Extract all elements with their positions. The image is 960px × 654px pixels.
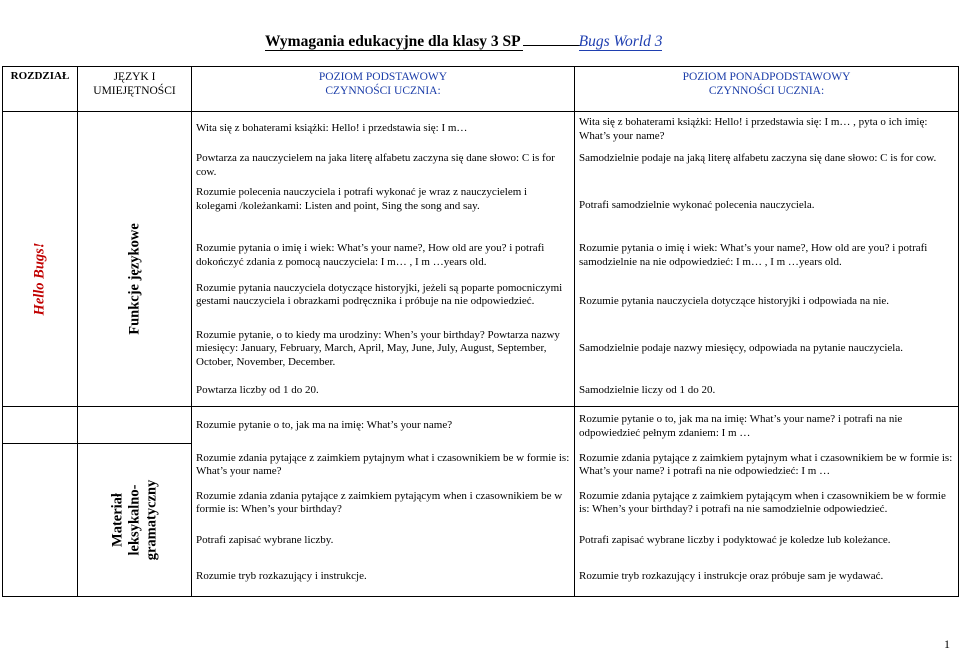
title-book: Bugs World 3: [578, 33, 663, 50]
header-podstawowy-2: CZYNNOŚCI UCZNIA:: [325, 85, 441, 97]
basic-cell-6: Powtarza liczby od 1 do 20.: [192, 374, 575, 406]
adv-cell-6: Samodzielnie liczy od 1 do 20.: [575, 374, 959, 406]
header-ponad-2: CZYNNOŚCI UCZNIA:: [708, 85, 825, 97]
adv-cell-11: Rozumie tryb rozkazujący i instrukcje oraz próbuje sam je wydawać.: [575, 556, 959, 597]
basic-cell-10: Potrafi zapisać wybrane liczby.: [192, 524, 575, 556]
table-row: [3, 224, 959, 276]
adv-cell-1: Samodzielnie podaje na jaką literę alfabetu zaczyna się dane słowo: C is for cow.: [575, 146, 959, 182]
adv-cell-8: Rozumie zdania pytające z zaimkiem pytajnym what i czasownikiem be w formie is: What’s your name? i potrafi na nie odpowiedzieć: I m …: [575, 444, 959, 486]
chapter-cell: [3, 112, 78, 147]
title-underline-gap: [523, 33, 581, 46]
basic-cell-4: Rozumie pytania nauczyciela dotyczące historyjki, jeżeli są poparte pomocniczymi gestami nauczyciela i obrazkami podręcznika i próbuje na nie odpowiedzieć.: [192, 276, 575, 328]
funkcje-label-cell: [78, 224, 192, 407]
header-jezyk: JĘZYK I UMIEJĘTNOŚCI: [78, 67, 192, 112]
material-cell-top: [78, 407, 192, 444]
header-podstawowy: [192, 67, 575, 112]
header-ponad-1: POZIOM PONADPODSTAWOWY: [682, 71, 851, 83]
adv-cell-3: Rozumie pytania o imię i wiek: What’s your name?, How old are you? i potrafi samodzielnie na nie odpowiedzieć: I m… , I m …years old.: [575, 224, 959, 276]
adv-cell-7: Rozumie pytanie o to, jak ma na imię: What’s your name? i potrafi na nie odpowiedzieć pełnym zdaniem: I m …: [575, 407, 959, 444]
title-main: Wymagania edukacyjne dla klasy 3 SP: [265, 33, 521, 50]
table-row: [3, 112, 959, 147]
chapter-cell-cont2: [3, 182, 78, 224]
header-podstawowy-1: POZIOM PODSTAWOWY: [318, 71, 448, 83]
adv-cell-10: Potrafi zapisać wybrane liczby i podyktować je koledze lub koleżance.: [575, 524, 959, 556]
table-row: [3, 444, 959, 486]
basic-cell-3: Rozumie pytania o imię i wiek: What’s your name?, How old are you? i potrafi dokończyć zdania z pomocą nauczyciela: I m… , I m …years old.: [192, 224, 575, 276]
material-label-cell: [78, 444, 192, 597]
adv-cell-2: Potrafi samodzielnie wykonać polecenia nauczyciela.: [575, 182, 959, 224]
basic-cell-2: Rozumie polecenia nauczyciela i potrafi wykonać je wraz z nauczycielem i kolegami /koleżankami: Listen and point, Sing the song and say.: [192, 182, 575, 224]
page-number: 1: [944, 637, 950, 651]
requirements-table: [2, 66, 959, 597]
chapter-cell-2: [3, 407, 78, 444]
chapter-cell-3: [3, 444, 78, 597]
table-row: [3, 146, 959, 182]
basic-cell-0: Wita się z bohaterami książki: Hello! i przedstawia się: I m…: [192, 112, 575, 147]
header-ponadpodstawowy: [575, 67, 959, 112]
chapter-label: Hello Bugs!: [31, 242, 48, 316]
basic-cell-1: Powtarza za nauczycielem na jaka literę alfabetu zaczyna się dane słowo: C is for cow.: [192, 146, 575, 182]
adv-cell-4: Rozumie pytania nauczyciela dotyczące historyjki i odpowiada na nie.: [575, 276, 959, 328]
header-row: [3, 67, 959, 112]
basic-cell-5: Rozumie pytanie, o to kiedy ma urodziny: When’s your birthday? Powtarza nazwy miesięcy: January, February, March, April, May, June, July, August, September, October, November, December.: [192, 328, 575, 375]
adv-cell-9: Rozumie zdania pytające z zaimkiem pytającym when i czasownikiem be w formie is: When’s your birthday? i potrafi na nie samodzielnie odpowiedzieć.: [575, 486, 959, 524]
chapter-cell-cont: [3, 146, 78, 182]
funkcje-cell: [78, 112, 192, 147]
table-row: [3, 407, 959, 444]
adv-cell-5: Samodzielnie podaje nazwy miesięcy, odpowiada na pytanie nauczyciela.: [575, 328, 959, 375]
funkcje-cell-cont2: [78, 182, 192, 224]
table-row: [3, 182, 959, 224]
material-label: Materiał leksykalno-gramatyczny: [109, 479, 159, 561]
header-rozdzial: ROZDZIAŁ: [3, 67, 78, 112]
basic-cell-7: Rozumie pytanie o to, jak ma na imię: What’s your name?: [192, 407, 575, 444]
funkcje-label: Funkcje językowe: [125, 222, 142, 335]
basic-cell-9: Rozumie zdania zdania pytające z zaimkiem pytającym when i czasownikiem be w formie is: When’s your birthday?: [192, 486, 575, 524]
basic-cell-11: Rozumie tryb rozkazujący i instrukcje.: [192, 556, 575, 597]
chapter-label-cell: [3, 224, 78, 407]
basic-cell-8: Rozumie zdania pytające z zaimkiem pytajnym what i czasownikiem be w formie is: What’s your name?: [192, 444, 575, 486]
funkcje-cell-cont: [78, 146, 192, 182]
document-title: [265, 33, 662, 51]
adv-cell-0: Wita się z bohaterami książki: Hello! i przedstawia się: I m… , pyta o ich imię: What’s your name?: [575, 112, 959, 147]
